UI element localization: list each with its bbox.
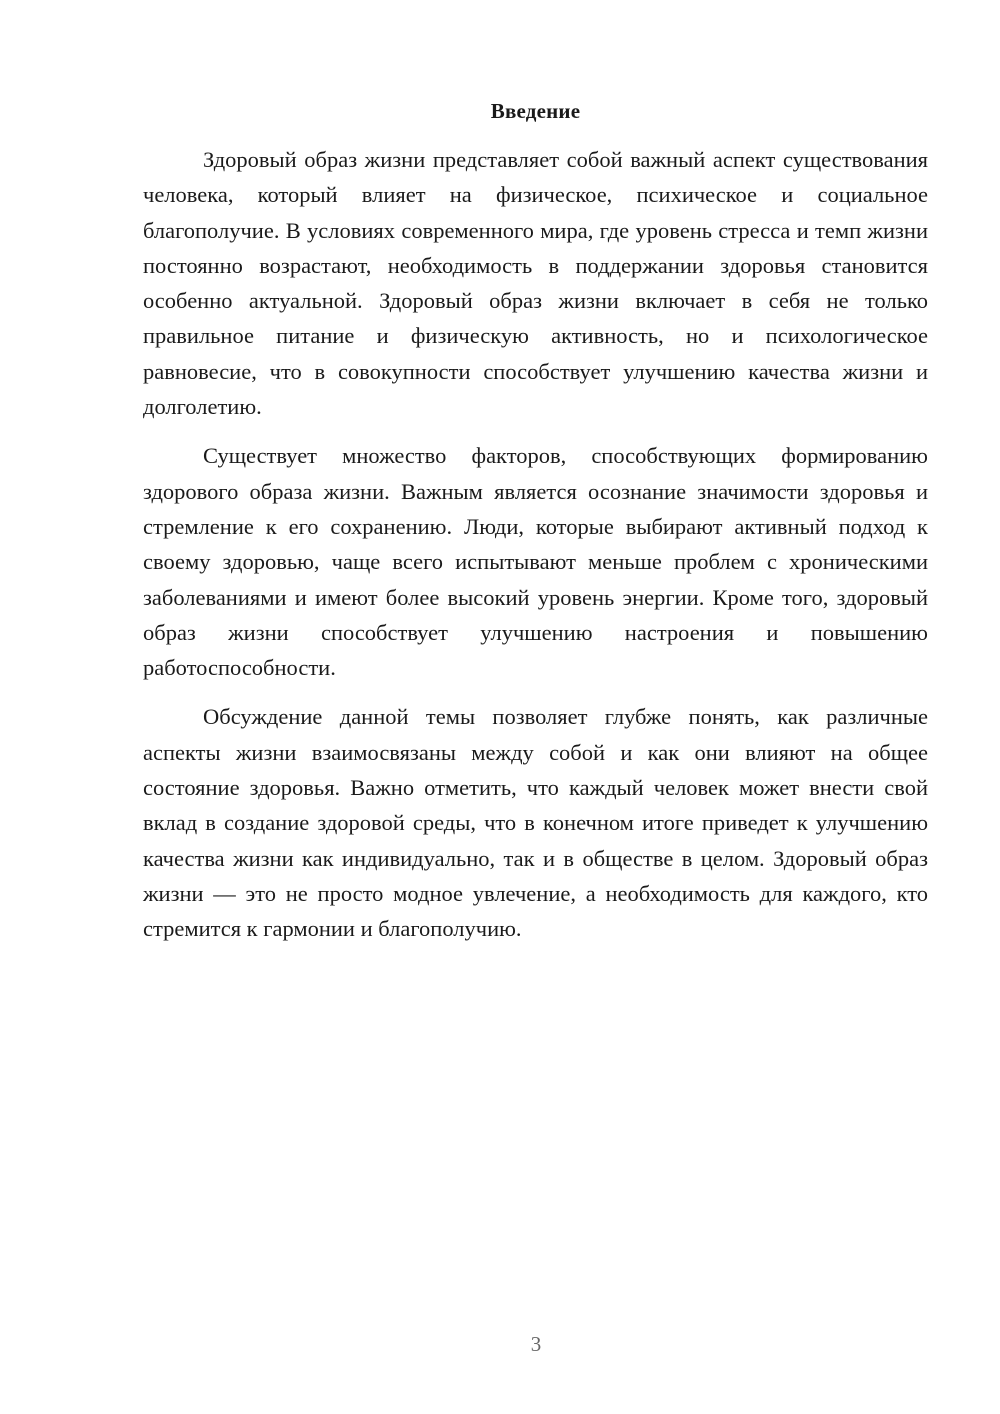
- paragraph-2: Существует множество факторов, способствующих формированию здорового образа жизни. Важным является осознание значимости здоровья и стремление к его сохранению. Люди, которые выбирают активный подход к своему здоровью, чаще всего испытывают меньше проблем с хроническими заболеваниями и имеют более высокий уровень энергии. Кроме того, здоровый образ жизни способствует улучшению настроения и повышению работоспособности.: [143, 443, 928, 681]
- paragraph-3: Обсуждение данной темы позволяет глубже понять, как различные аспекты жизни взаимосвязаны между собой и как они влияют на общее состояние здоровья. Важно отметить, что каждый человек может внести свой вклад в создание здоровой среды, что в конечном итоге приведет к улучшению качества жизни как индивидуально, так и в обществе в целом. Здоровый образ жизни — это не просто модное увлечение, а необходимость для каждого, кто стремится к гармонии и благополучию.: [143, 704, 928, 942]
- page-content: [143, 96, 928, 947]
- page-number: 3: [530, 1332, 542, 1356]
- paragraph-1: Здоровый образ жизни представляет собой важный аспект существования человека, который влияет на физическое, психическое и социальное благополучие. В условиях современного мира, где уровень стресса и темп жизни постоянно возрастают, необходимость в поддержании здоровья становится особенно актуальной. Здоровый образ жизни включает в себя не только правильное питание и физическую активность, но и психологическое равновесие, что в совокупности способствует улучшению качества жизни и долголетию.: [143, 147, 928, 420]
- page-title: Введение: [490, 99, 581, 123]
